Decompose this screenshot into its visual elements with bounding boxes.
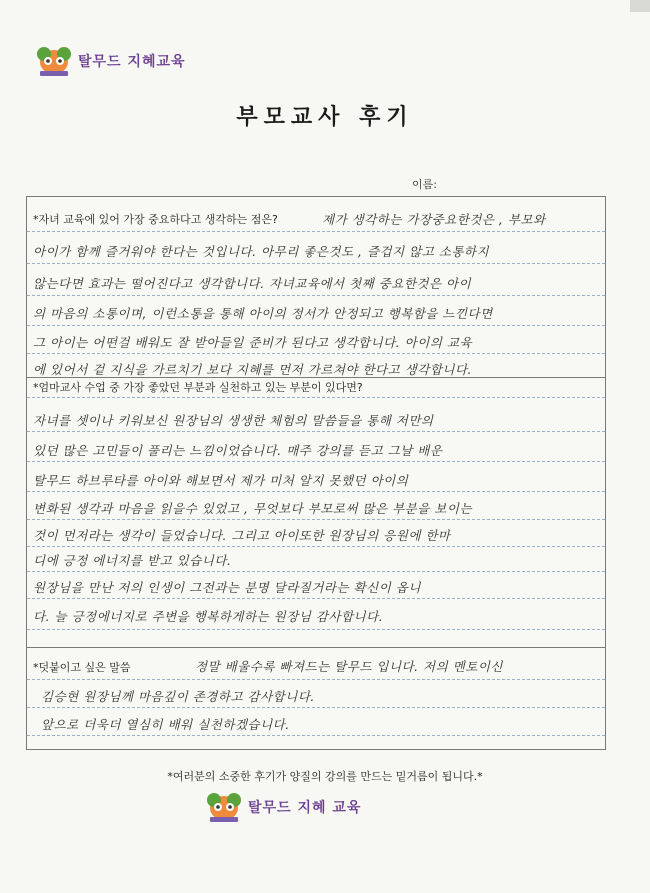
ruled-line xyxy=(27,598,605,599)
section-divider xyxy=(27,647,605,648)
ruled-line xyxy=(27,571,605,572)
ruled-line xyxy=(27,325,605,326)
ruled-line xyxy=(27,231,605,232)
ruled-line xyxy=(27,519,605,520)
ruled-line xyxy=(27,461,605,462)
ruled-line xyxy=(27,735,605,736)
ruled-line xyxy=(27,679,605,680)
answer-line: 아이가 함께 즐거워야 한다는 것입니다. 아무리 좋은것도 , 즐겁지 않고 소통하지 xyxy=(33,244,490,259)
question-best-part-of-class: *엄마교사 수업 중 가장 좋았던 부분과 실천하고 있는 부분이 있다면? xyxy=(33,381,363,394)
question-additional-comments: *덧붙이고 싶은 말씀 xyxy=(33,661,131,674)
answer-line: 제가 생각하는 가장중요한것은 , 부모와 xyxy=(322,212,546,227)
scan-edge xyxy=(630,0,650,12)
name-field-label: 이름: xyxy=(412,178,437,191)
brand-name-footer: 탈무드 지혜 교육 xyxy=(248,800,362,816)
answer-line: 원장님을 만난 저의 인생이 그전과는 분명 달라질거라는 확신이 옵니 xyxy=(33,580,421,595)
brand-logo-top xyxy=(34,44,186,78)
ruled-line xyxy=(27,546,605,547)
answer-line: 자녀를 셋이나 키워보신 원장님의 생생한 체험의 말씀들을 통해 저만의 xyxy=(33,413,434,428)
answer-line: 의 마음의 소통이며, 이런소통을 통해 아이의 정서가 안정되고 행복함을 느낀다면 xyxy=(33,306,493,321)
ruled-line xyxy=(27,491,605,492)
answer-line: 디에 긍정 에너지를 받고 있습니다. xyxy=(33,553,232,568)
answer-line: 그 아이는 어떤걸 배워도 잘 받아들일 준비가 된다고 생각합니다. 아이의 교육 xyxy=(33,335,473,350)
question-important-in-education: *자녀 교육에 있어 가장 중요하다고 생각하는 점은? xyxy=(33,213,278,226)
review-form xyxy=(26,196,606,750)
section-divider xyxy=(27,377,605,378)
brand-logo-bottom xyxy=(204,790,361,824)
answer-line: 정말 배울수록 빠져드는 탈무드 입니다. 저의 멘토이신 xyxy=(195,659,503,674)
ruled-line xyxy=(27,629,605,630)
page-title: 부모교사 후기 xyxy=(236,105,414,130)
answer-line: 것이 먼저라는 생각이 들었습니다. 그리고 아이또한 원장님의 응원에 한마 xyxy=(33,528,451,543)
answer-line: 앞으로 더욱더 열심히 배워 실천하겠습니다. xyxy=(41,717,290,732)
answer-line: 않는다면 효과는 떨어진다고 생각합니다. 자녀교육에서 첫째 중요한것은 아이 xyxy=(33,276,472,291)
ruled-line xyxy=(27,295,605,296)
ruled-line xyxy=(27,353,605,354)
owl-mascot-icon xyxy=(34,44,74,78)
owl-mascot-icon xyxy=(204,790,244,824)
answer-line: 탈무드 하브루타를 아이와 해보면서 제가 미처 알지 못했던 아이의 xyxy=(33,473,409,488)
footer-note: *여러분의 소중한 후기가 양질의 강의를 만드는 밑거름이 됩니다.* xyxy=(167,770,483,783)
answer-line: 있던 많은 고민들이 풀리는 느낌이었습니다. 매주 강의를 듣고 그날 배운 xyxy=(33,443,443,458)
answer-line: 변화된 생각과 마음을 읽을수 있었고 , 무엇보다 부모로써 많은 부분을 보이는 xyxy=(33,501,473,516)
ruled-line xyxy=(27,263,605,264)
ruled-line xyxy=(27,431,605,432)
ruled-line xyxy=(27,397,605,398)
answer-line: 에 있어서 겉 지식을 가르치기 보다 지혜를 먼저 가르쳐야 한다고 생각합니다. xyxy=(33,362,473,377)
answer-line: 김승현 원장님께 마음깊이 존경하고 감사합니다. xyxy=(41,689,315,704)
brand-name: 탈무드 지혜교육 xyxy=(78,54,186,70)
answer-line: 다. 늘 긍정에너지로 주변을 행복하게하는 원장님 감사합니다. xyxy=(33,609,384,624)
ruled-line xyxy=(27,707,605,708)
